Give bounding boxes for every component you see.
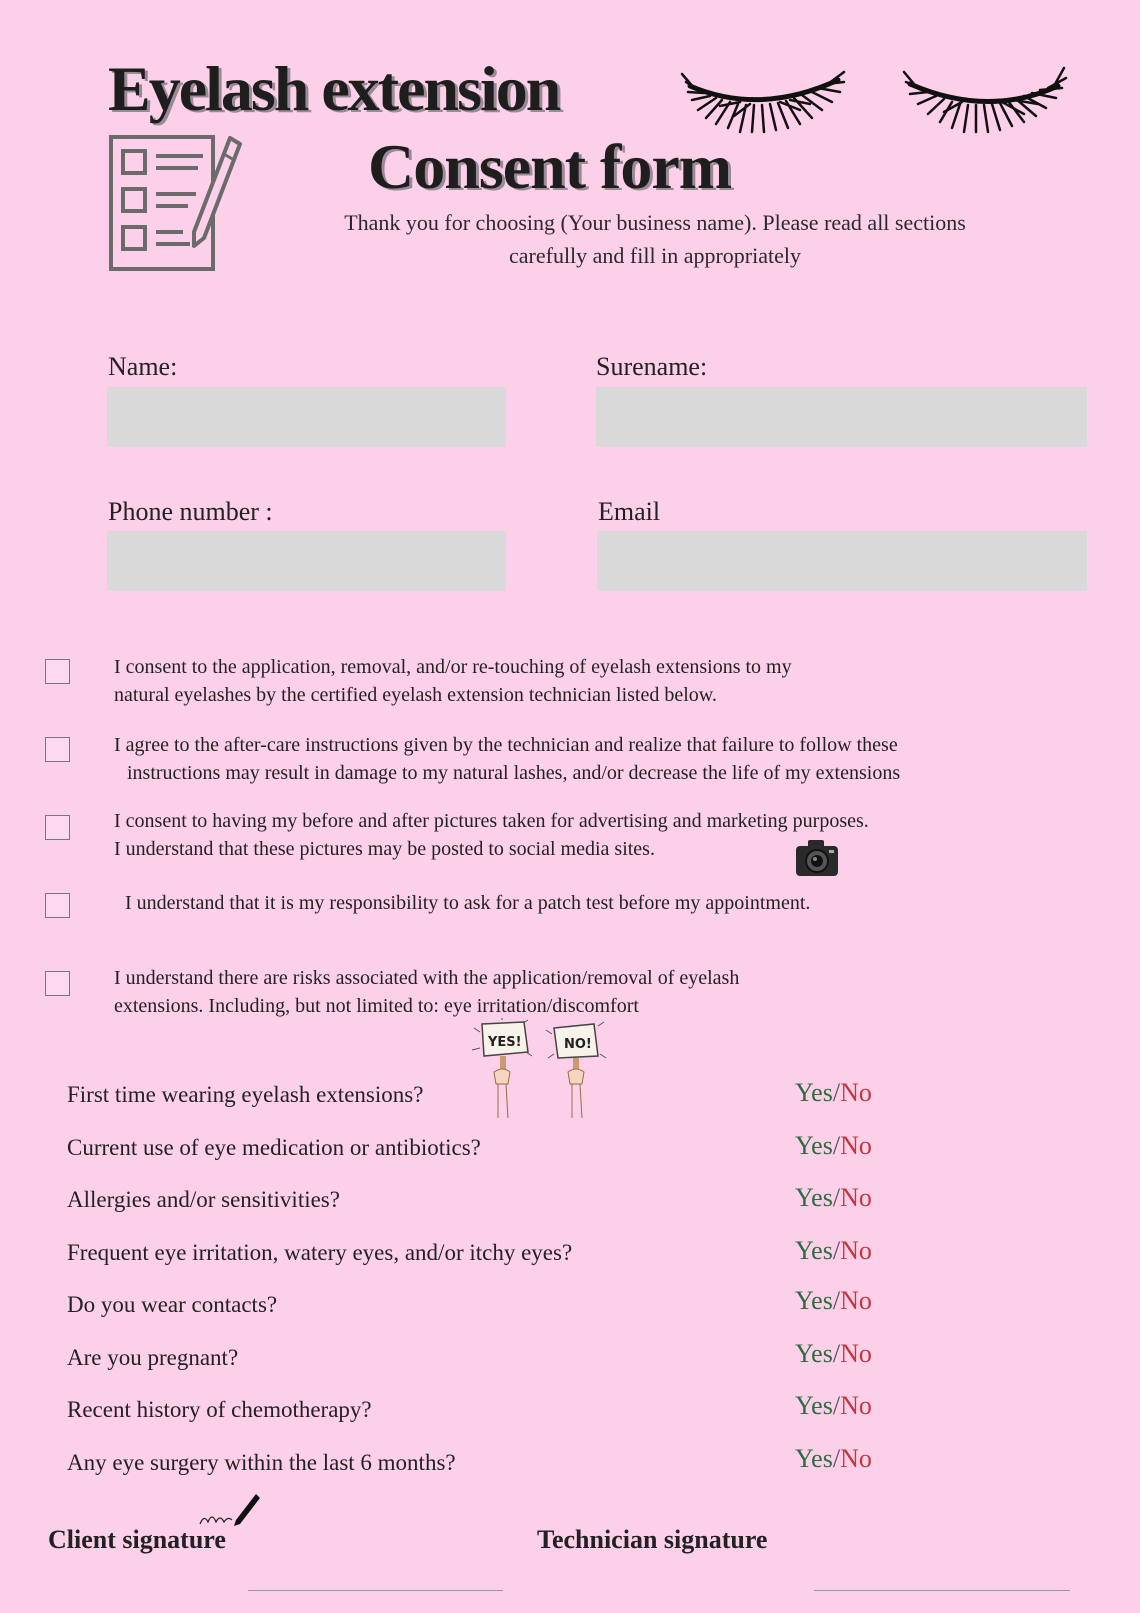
yes-no-separator: / — [832, 1078, 841, 1107]
yes-no-answer — [795, 1444, 872, 1474]
yes-option[interactable]: Yes — [795, 1183, 833, 1212]
yes-no-signs-icon — [472, 1018, 622, 1118]
consent-checkbox-application[interactable] — [45, 659, 70, 684]
yes-no-separator: / — [832, 1286, 841, 1315]
consent-text-application — [114, 653, 792, 709]
surname-label: Surename: — [596, 352, 708, 381]
camera-icon — [794, 836, 840, 880]
question-text: Recent history of chemotherapy? — [67, 1397, 372, 1422]
yes-option[interactable]: Yes — [795, 1286, 833, 1315]
question-text: Do you wear contacts? — [67, 1292, 278, 1317]
no-option[interactable]: No — [840, 1339, 872, 1368]
no-option[interactable]: No — [840, 1391, 872, 1420]
yes-option[interactable]: Yes — [795, 1339, 833, 1368]
yes-no-answer — [795, 1183, 872, 1213]
eyelash-icon-right — [902, 58, 1068, 134]
consent-checkbox-pictures[interactable] — [45, 815, 70, 840]
consent-line: instructions may result in damage to my natural lashes, and/or decrease the life of my extensions — [127, 762, 901, 784]
yes-no-separator: / — [832, 1183, 841, 1212]
consent-line: I agree to the after-care instructions given by the technician and realize that failure to follow these — [114, 734, 898, 756]
yes-option[interactable]: Yes — [795, 1131, 833, 1160]
surname-field[interactable] — [596, 387, 1087, 447]
email-label: Email — [598, 497, 661, 526]
yes-option[interactable]: Yes — [795, 1078, 833, 1107]
question-text: Any eye surgery within the last 6 months? — [67, 1450, 456, 1475]
question-text: Allergies and/or sensitivities? — [67, 1187, 340, 1212]
consent-line: I consent to the application, removal, and/or re-touching of eyelash extensions to my — [114, 656, 792, 678]
no-option[interactable]: No — [840, 1078, 872, 1107]
yes-no-separator: / — [832, 1236, 841, 1265]
no-option[interactable]: No — [840, 1183, 872, 1212]
question-text: First time wearing eyelash extensions? — [67, 1082, 424, 1107]
consent-line: I understand there are risks associated with the application/removal of eyelash — [114, 967, 740, 989]
question-text: Frequent eye irritation, watery eyes, and/or itchy eyes? — [67, 1240, 573, 1265]
no-option[interactable]: No — [840, 1286, 872, 1315]
no-option[interactable]: No — [840, 1444, 872, 1473]
consent-text-aftercare — [114, 731, 900, 787]
no-option[interactable]: No — [840, 1236, 872, 1265]
yes-no-answer — [795, 1286, 872, 1316]
consent-text-patch-test — [125, 889, 810, 917]
yes-no-separator: / — [832, 1339, 841, 1368]
technician-signature-line[interactable] — [814, 1590, 1070, 1591]
yes-option[interactable]: Yes — [795, 1444, 833, 1473]
yes-no-answer — [795, 1131, 872, 1161]
consent-line: extensions. Including, but not limited to: eye irritation/discomfort — [114, 995, 639, 1017]
email-field[interactable] — [597, 531, 1087, 591]
consent-text-pictures — [114, 807, 869, 863]
yes-sign-text: YES! — [488, 1035, 522, 1050]
eyelash-icon-left — [680, 58, 846, 134]
yes-no-answer — [795, 1339, 872, 1369]
consent-line: I consent to having my before and after pictures taken for advertising and marketing purposes. — [114, 810, 869, 832]
intro-text — [280, 206, 1030, 272]
checklist-icon — [108, 134, 248, 274]
pen-icon — [196, 1490, 266, 1530]
phone-field[interactable] — [107, 531, 506, 591]
consent-text-risks — [114, 964, 739, 1020]
name-label: Name: — [108, 352, 178, 381]
yes-no-separator: / — [832, 1131, 841, 1160]
consent-line: I understand that it is my responsibility to ask for a patch test before my appointment. — [125, 892, 811, 914]
phone-label: Phone number : — [108, 497, 273, 526]
question-text: Are you pregnant? — [67, 1345, 239, 1370]
name-field[interactable] — [107, 387, 506, 447]
yes-no-answer — [795, 1078, 872, 1108]
yes-no-separator: / — [832, 1444, 841, 1473]
title-line-2: Consent form — [368, 131, 732, 202]
yes-option[interactable]: Yes — [795, 1391, 833, 1420]
question-text: Current use of eye medication or antibiotics? — [67, 1135, 481, 1160]
intro-line-2: carefully and fill in appropriately — [509, 243, 801, 268]
yes-no-answer — [795, 1236, 872, 1266]
consent-checkbox-risks[interactable] — [45, 971, 70, 996]
consent-line: I understand that these pictures may be posted to social media sites. — [114, 838, 655, 860]
technician-signature-label: Technician signature — [537, 1525, 768, 1554]
consent-checkbox-patch-test[interactable] — [45, 893, 70, 918]
client-signature-label: Client signature — [48, 1525, 226, 1554]
consent-line: natural eyelashes by the certified eyelash extension technician listed below. — [114, 684, 717, 706]
no-option[interactable]: No — [840, 1131, 872, 1160]
title-line-1: Eyelash extension — [108, 53, 560, 124]
no-sign-text: NO! — [564, 1037, 592, 1052]
client-signature-line[interactable] — [248, 1590, 503, 1591]
yes-no-answer — [795, 1391, 872, 1421]
intro-line-1: Thank you for choosing (Your business name). Please read all sections — [344, 210, 966, 235]
yes-option[interactable]: Yes — [795, 1236, 833, 1265]
consent-checkbox-aftercare[interactable] — [45, 737, 70, 762]
yes-no-separator: / — [832, 1391, 841, 1420]
